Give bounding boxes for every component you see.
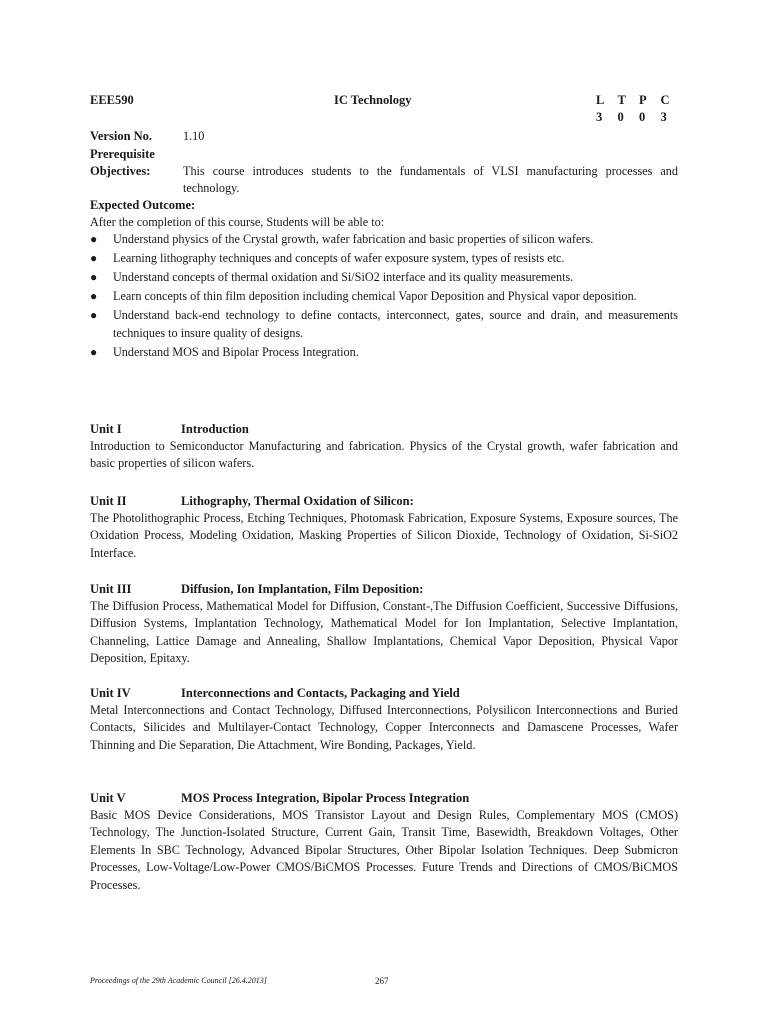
list-item [90,231,678,249]
page-footer [90,976,678,985]
footer-proceedings: Proceedings of the 29th Academic Council [26.4.2013] [90,976,267,985]
course-code: EEE590 [90,93,134,107]
outcome-text: Understand concepts of thermal oxidation and Si/SiO2 interface and its quality measurements. [113,270,574,284]
list-item [90,307,678,342]
unit-number: Unit V [90,791,126,805]
ltpc-table [596,93,682,125]
unit-heading [90,580,678,598]
outcome-text: Understand back-end technology to define contacts, interconnect, gates, source and drain, and measurements techniques to insure quality of designs. [113,308,678,340]
list-item [90,344,678,362]
ltpc-label-c: C [660,93,670,107]
outcome-text: Learn concepts of thin film deposition including chemical Vapor Deposition and Physical vapor deposition. [113,289,637,303]
expected-outcome-intro: After the completion of this course, Students will be able to: [90,215,385,229]
unit-heading [90,684,678,702]
objectives-label: Objectives: [90,164,151,178]
unit-title: Diffusion, Ion Implantation, Film Deposition: [181,582,424,596]
list-item [90,250,678,268]
unit-4-section [90,684,678,754]
bullet-icon: ● [90,344,98,359]
unit-number: Unit I [90,422,122,436]
objectives-text: This course introduces students to the fundamentals of VLSI manufacturing processes and technology. [183,164,678,195]
version-label: Version No. [90,129,153,143]
unit-content: Metal Interconnections and Contact Technology, Diffused Interconnections, Polysilicon Interconnections and Buried Contacts, Silicides and Multilayer-Contact Technology, Copper Interconnects and Damascene Processes, Wafer Thinning and Die Separation, Die Attachment, Wire Bonding, Packages, Yield. [90,703,678,752]
unit-title: Lithography, Thermal Oxidation of Silicon: [181,494,414,508]
unit-heading [90,492,678,510]
unit-number: Unit IV [90,686,131,700]
unit-title: Introduction [181,422,249,436]
outcome-list [90,231,678,361]
unit-heading [90,420,678,438]
course-meta [90,127,678,163]
ltpc-label-l: L [596,93,605,107]
unit-content: Introduction to Semiconductor Manufacturing and fabrication. Physics of the Crystal growth, wafer fabrication and basic properties of silicon wafers. [90,439,678,471]
unit-title: Interconnections and Contacts, Packaging and Yield [181,686,460,700]
version-value: 1.10 [183,129,205,143]
unit-1-section [90,420,678,473]
outcome-text: Understand MOS and Bipolar Process Integration. [113,344,359,359]
prerequisite-label: Prerequisite [90,147,155,161]
ltpc-value-t: 0 [617,110,624,124]
unit-heading [90,789,678,807]
bullet-icon: ● [90,251,98,265]
outcome-text: Understand physics of the Crystal growth, wafer fabrication and basic properties of silicon wafers. [113,232,594,246]
expected-outcome-label: Expected Outcome: [90,198,196,212]
expected-outcome-section [90,197,678,363]
ltpc-value-p: 0 [639,110,646,124]
ltpc-value-c: 3 [660,110,667,124]
ltpc-label-t: T [617,93,626,107]
unit-2-section [90,492,678,562]
unit-content: The Diffusion Process, Mathematical Model for Diffusion, Constant-,The Diffusion Coefficient, Successive Diffusions, Diffusion Systems, Implantation Technology, Mathematical Model for Ion Implantation, Selective Implantation, Channeling, Lattice Damage and Annealing, Shallow Implantations, Chemical Vapor Deposition, Physical Vapor Deposition, Epitaxy. [90,599,678,666]
unit-content: The Photolithographic Process, Etching Techniques, Photomask Fabrication, Exposure Systems, Exposure sources, The Oxidation Process, Modeling Oxidation, Masking Properties of Silicon Dioxide, Technology of Oxidation, Si-SiO2 Interface. [90,511,678,560]
unit-5-section [90,789,678,894]
bullet-icon: ● [90,308,98,322]
unit-number: Unit II [90,494,127,508]
bullet-icon: ● [90,270,98,284]
ltpc-label-p: P [639,93,647,107]
ltpc-value-l: 3 [596,110,603,124]
unit-title: MOS Process Integration, Bipolar Process Integration [181,791,470,805]
unit-content: Basic MOS Device Considerations, MOS Transistor Layout and Design Rules, Complementary MOS (CMOS) Technology, The Junction-Isolated Structure, Current Gain, Transit Time, Basewidth, Breakdown Voltages, Other Elements In SBC Technology, Advanced Bipolar Structures, Other Bipolar Isolation Techniques. Deep Submicron Processes, Low-Voltage/Low-Power CMOS/BiCMOS Processes. Future Trends and Directions of CMOS/BiCMOS Processes. [90,808,678,892]
bullet-icon: ● [90,289,98,303]
unit-3-section [90,580,678,668]
outcome-text: Learning lithography techniques and concepts of wafer exposure system, types of resists etc. [113,251,565,265]
bullet-icon: ● [90,232,98,246]
course-header [90,93,678,127]
course-title: IC Technology [334,93,412,107]
list-item [90,269,678,287]
unit-number: Unit III [90,582,132,596]
list-item [90,288,678,306]
page-number: 267 [375,976,389,986]
